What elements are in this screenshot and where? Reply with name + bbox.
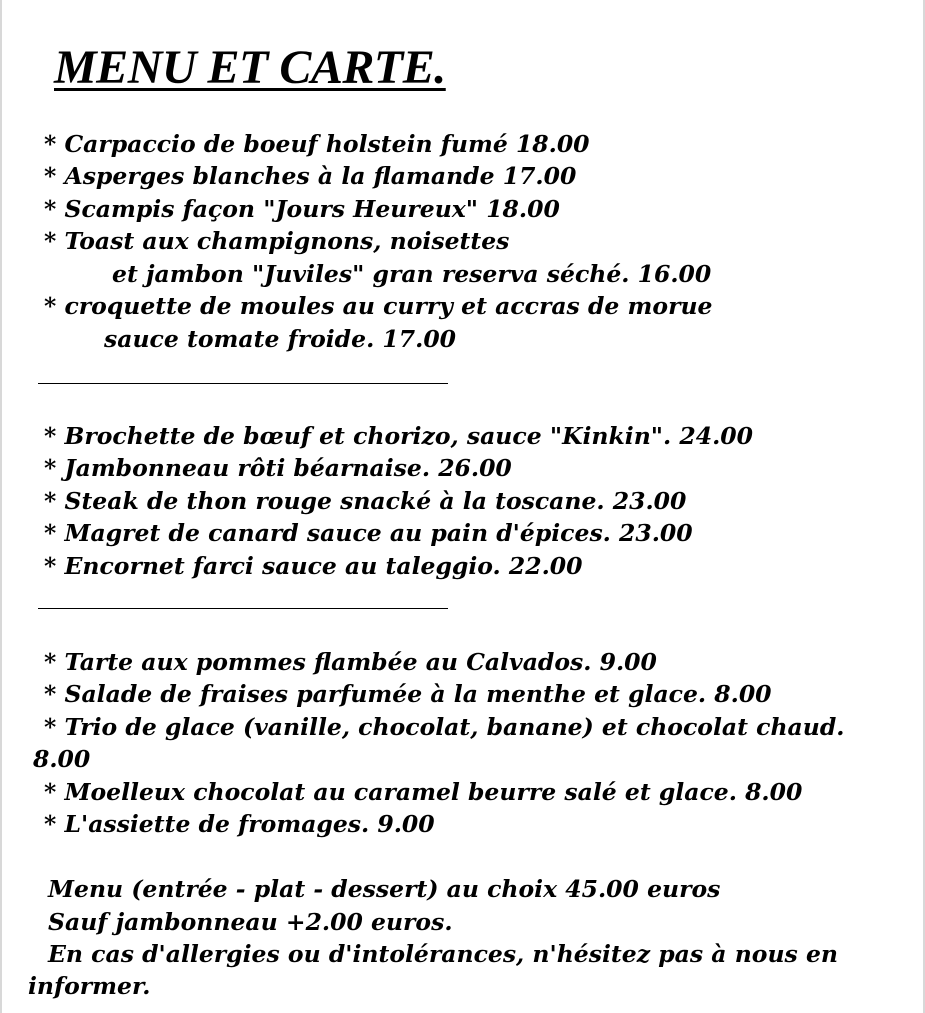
page-border-left [0,0,2,1013]
menu-title: MENU ET CARTE. [54,41,446,94]
menu-item: * Trio de glace (vanille, chocolat, banane) et chocolat chaud. [44,713,845,741]
menu-item-continuation: sauce tomate froide. 17.00 [104,325,457,353]
allergy-note-continuation: informer. [28,972,151,1000]
allergy-note: En cas d'allergies ou d'intolérances, n'hésitez pas à nous en [48,940,839,968]
menu-item: * Tarte aux pommes flambée au Calvados. 9.00 [44,648,657,676]
menu-item: * Scampis façon "Jours Heureux" 18.00 [44,195,560,223]
menu-item-continuation: et jambon "Juviles" gran reserva séché. 16.00 [112,260,712,288]
section-divider [38,383,448,384]
menu-offer: Menu (entrée - plat - dessert) au choix 45.00 euros [48,875,721,903]
menu-item: * Magret de canard sauce au pain d'épices. 23.00 [44,519,693,547]
menu-item: * Toast aux champignons, noisettes [44,227,510,255]
menu-item: * Encornet farci sauce au taleggio. 22.00 [44,552,583,580]
menu-item: * Moelleux chocolat au caramel beurre salé et glace. 8.00 [44,778,803,806]
menu-item-price-wrap: 8.00 [33,745,91,773]
menu-item: * croquette de moules au curry et accras de morue [44,292,713,320]
menu-item: * Carpaccio de boeuf holstein fumé 18.00 [44,130,590,158]
menu-item: * Jambonneau rôti béarnaise. 26.00 [44,454,512,482]
menu-item: * Salade de fraises parfumée à la menthe et glace. 8.00 [44,680,772,708]
menu-item: * Steak de thon rouge snacké à la toscane. 23.00 [44,487,687,515]
menu-item: * L'assiette de fromages. 9.00 [44,810,435,838]
menu-item: * Brochette de bœuf et chorizo, sauce "Kinkin". 24.00 [44,422,754,450]
menu-item: * Asperges blanches à la flamande 17.00 [44,162,577,190]
supplement-note: Sauf jambonneau +2.00 euros. [48,908,453,936]
section-divider [38,608,448,609]
